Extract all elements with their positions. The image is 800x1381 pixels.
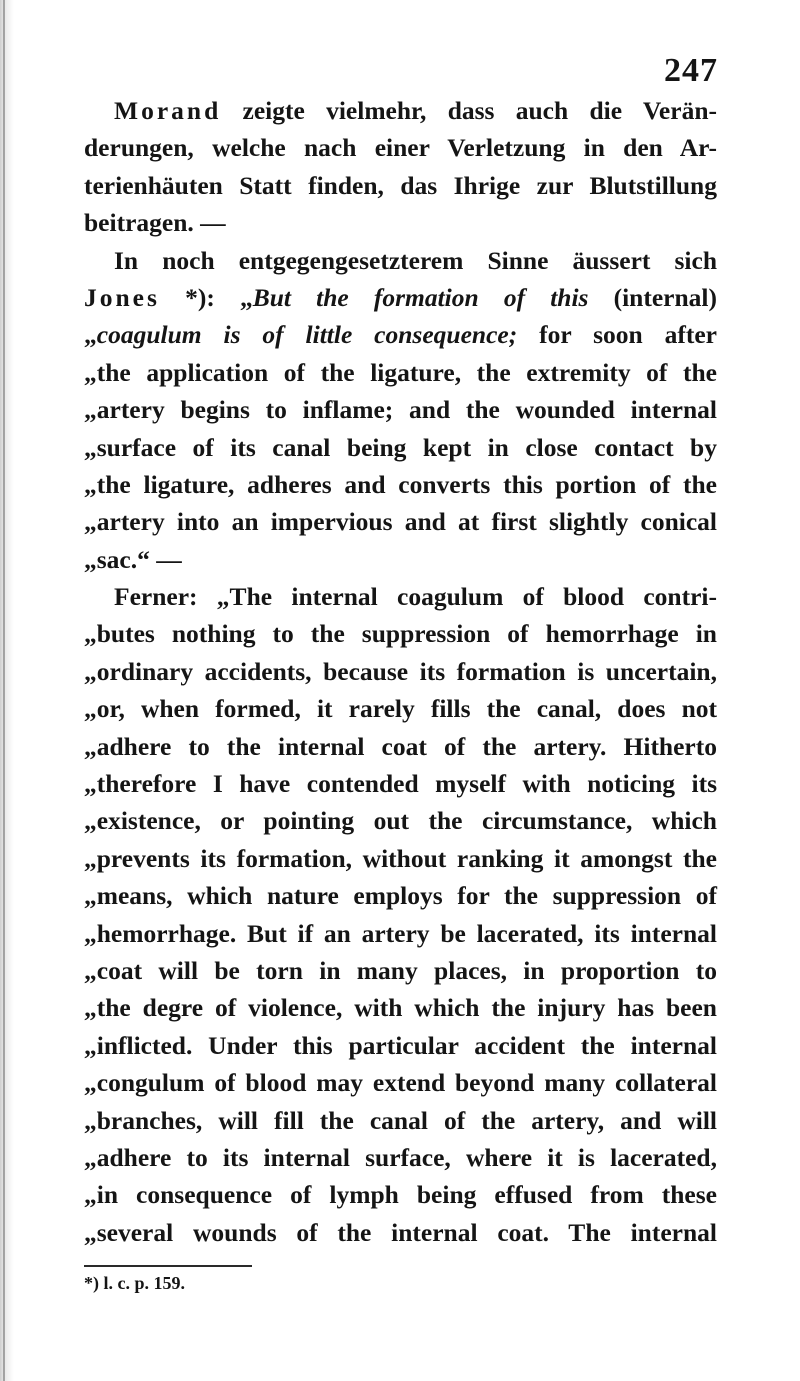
text-line-10: „surface of its canal being kept in close contact by	[84, 432, 717, 462]
text-line-26: „inflicted. Under this particular accident the internal	[84, 1030, 717, 1060]
text-line-9: „artery begins to inflame; and the wounded internal	[84, 395, 717, 425]
text-line-19: „therefore I have contended myself with noticing its	[84, 769, 717, 799]
text-line-8: „the application of the ligature, the extremity of the	[84, 357, 717, 387]
line-7-italic: coagulum is of little consequence;	[96, 320, 518, 350]
text-line-17: „or, when formed, it rarely fills the canal, does not	[84, 694, 717, 724]
jones-footnote-marker: *):	[159, 282, 240, 312]
quote-open: „	[239, 282, 253, 312]
page-number: 247	[664, 52, 718, 89]
name-jones: Jones	[84, 282, 160, 312]
text-line-20: „existence, or pointing out the circumstance, which	[84, 806, 717, 836]
line-1-rest: zeigte vielmehr, dass auch die Verän-	[221, 96, 717, 125]
text-line-23: „hemorrhage. But if an artery be lacerated, its internal	[84, 918, 717, 948]
footnote: *) l. c. p. 159.	[84, 1273, 185, 1293]
text-line-21: „prevents its formation, without ranking it amongst the	[84, 843, 717, 873]
text-line-3: terienhäuten Statt finden, das Ihrige zur Blutstillung	[84, 170, 717, 200]
text-line-15: „butes nothing to the suppression of hemorrhage in	[84, 619, 717, 649]
text-line-2: derungen, welche nach einer Verletzung in den Ar-	[84, 133, 717, 163]
text-line-30: „in consequence of lymph being effused from these	[84, 1180, 717, 1210]
text-line-4: beitragen. —	[84, 208, 226, 238]
text-line-16: „ordinary accidents, because its formation is uncertain,	[84, 656, 717, 686]
text-line-28: „branches, will fill the canal of the artery, and will	[84, 1105, 717, 1135]
text-line-22: „means, which nature employs for the suppression of	[84, 881, 717, 911]
text-line-11: „the ligature, adheres and converts this portion of the	[84, 469, 717, 499]
text-line-18: „adhere to the internal coat of the artery. Hitherto	[84, 731, 717, 761]
text-line-1	[84, 92, 717, 129]
text-line-14: Ferner: „The internal coagulum of blood contri-	[114, 582, 717, 612]
name-morand: Morand	[114, 96, 222, 125]
footnote-rule	[84, 1265, 252, 1267]
text-line-29: „adhere to its internal surface, where it is lacerated,	[84, 1142, 717, 1172]
line-7-rest: for soon after	[517, 320, 717, 350]
text-line-24: „coat will be torn in many places, in proportion to	[84, 955, 717, 985]
jones-italic-quote: But the formation of this	[252, 282, 589, 312]
text-line-27: „congulum of blood may extend beyond many collateral	[84, 1068, 717, 1098]
line-6-rest: (internal)	[588, 282, 717, 312]
quote-open-7: „	[84, 320, 97, 350]
text-line-7	[84, 316, 717, 353]
body-text	[84, 92, 717, 1251]
binding-shadow-line	[3, 0, 5, 1381]
text-line-5: In noch entgegengesetzterem Sinne äussert sich	[114, 245, 717, 275]
text-line-13: „sac.“ —	[84, 544, 182, 574]
text-line-6	[84, 279, 717, 316]
text-line-12: „artery into an impervious and at first slightly conical	[84, 507, 717, 537]
text-line-31: „several wounds of the internal coat. The internal	[84, 1217, 717, 1247]
text-line-25: „the degre of violence, with which the injury has been	[84, 993, 717, 1023]
